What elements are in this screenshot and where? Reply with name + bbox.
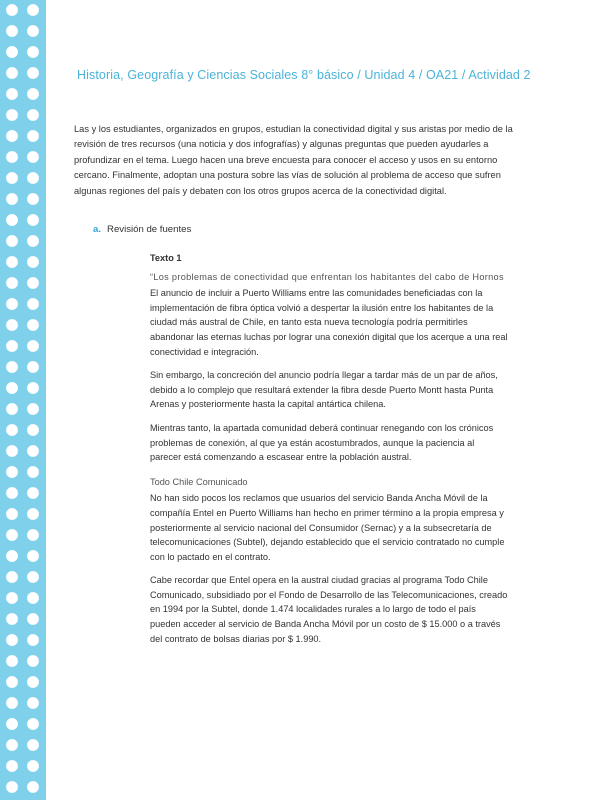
article-subheading: Todo Chile Comunicado [150, 476, 248, 487]
section-a-heading [93, 224, 191, 235]
intro-paragraph: Las y los estudiantes, organizados en grupos, estudian la conectividad digital y sus aristas por medio de la revisión de tres recursos (una noticia y dos infografías) y algunas preguntas que pueden ayudarles a profundizar en el tema. Luego hacen una breve encuesta para conocer el acceso y usos en su entorno cercano. Finalmente, adoptan una postura sobre las vías de solución al problema de acceso que sufren algunas regiones del país y debaten con los otros grupos acerca de la conectividad digital. [74, 124, 513, 196]
article-title: “Los problemas de conectividad que enfrentan los habitantes del cabo de Hornos [150, 271, 504, 282]
article-paragraph-3: Mientras tanto, la apartada comunidad deberá continuar renegando con los crónicos problemas de conexión, al que ya están acostumbrados, aunque la paciencia al parecer está comenzando a escasear entre la población austral. [150, 422, 494, 463]
section-letter: a. [93, 224, 102, 235]
article-paragraph-1: El anuncio de incluir a Puerto Williams entre las comunidades beneficiadas con la implementación de fibra óptica volvió a despertar la ilusión entre los habitantes de la ciudad más austral de Chile, en tanto esta nueva tecnología podría permitirles abandonar las eternas luchas por lograr una conexión digital que los acerque a una real conectividad e integración. [150, 288, 508, 357]
text-1-block [150, 251, 508, 655]
article-paragraph-5: Cabe recordar que Entel opera en la austral ciudad gracias al programa Todo Chile Comunicado, subsidiado por el Fondo de Desarrollo de las Telecomunicaciones, creado en 1994 por la Subtel, donde 1.474 localidades rurales a lo largo de todo el país pueden acceder al servicio de Banda Ancha Móvil por un costo de $ 15.000 o a través del contrato de bolsas diarias por $ 1.990. [150, 575, 508, 644]
text-1-heading: Texto 1 [150, 253, 182, 263]
article-paragraph-4: No han sido pocos los reclamos que usuarios del servicio Banda Ancha Móvil de la compañía Entel en Puerto Williams han hecho en primer término a la propia empresa y posteriormente al servicio nacional del Consumidor (Sernac) y a la subsecretaría de telecomunicaciones (Subtel), dejando establecido que el servicio contratado no cumple con lo pactado en el contrato. [150, 493, 505, 562]
article-paragraph-2: Sin embargo, la concreción del anuncio podría llegar a tardar más de un par de años, debido a lo complejo que resultará extender la fibra desde Puerto Montt hasta Punta Arenas y posteriormente hasta la capital antártica chilena. [150, 370, 498, 410]
page-header-title: Historia, Geografía y Ciencias Sociales 8° básico / Unidad 4 / OA21 / Actividad 2 [77, 68, 531, 82]
decorative-dotted-strip [0, 0, 46, 800]
section-title: Revisión de fuentes [107, 224, 192, 235]
